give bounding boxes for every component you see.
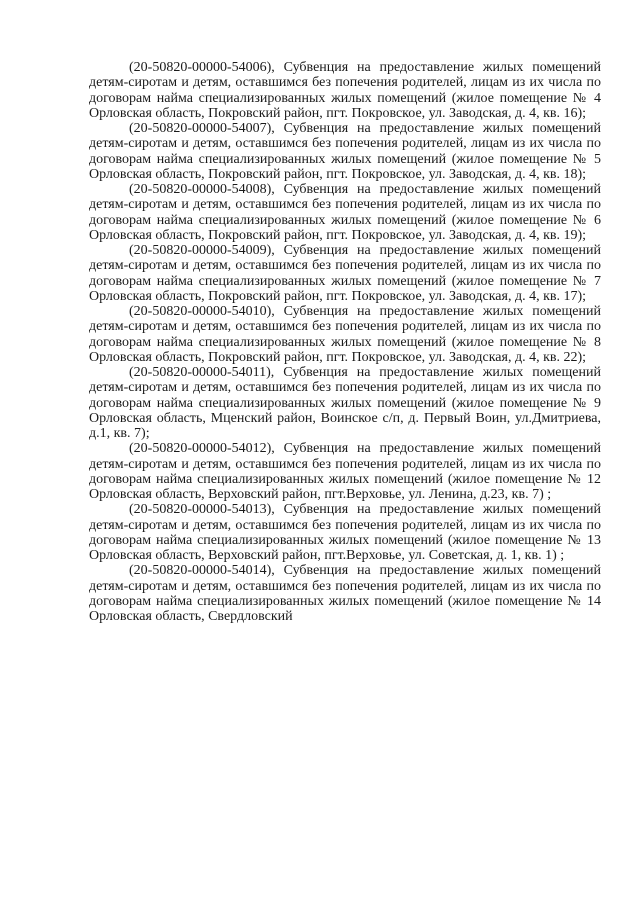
entry-54009: (20-50820-00000-54009), Субвенция на предоставление жилых помещений детям-сиротам и детям, оставшимся без попечения родителей, лицам из их числа по договорам найма специализированных жилых помещений (жилое помещение № 7 Орловская область, Покровский район, пгт. Покровское, ул. Заводская, д. 4, кв. 17); [89, 243, 601, 304]
entry-54010: (20-50820-00000-54010), Субвенция на предоставление жилых помещений детям-сиротам и детям, оставшимся без попечения родителей, лицам из их числа по договорам найма специализированных жилых помещений (жилое помещение № 8 Орловская область, Покровский район, пгт. Покровское, ул. Заводская, д. 4, кв. 22); [89, 304, 601, 365]
entry-54008: (20-50820-00000-54008), Субвенция на предоставление жилых помещений детям-сиротам и детям, оставшимся без попечения родителей, лицам из их числа по договорам найма специализированных жилых помещений (жилое помещение № 6 Орловская область, Покровский район, пгт. Покровское, ул. Заводская, д. 4, кв. 19); [89, 182, 601, 243]
entry-54014: (20-50820-00000-54014), Субвенция на предоставление жилых помещений детям-сиротам и детям, оставшимся без попечения родителей, лицам из их числа по договорам найма специализированных жилых помещений (жилое помещение № 14 Орловская область, Свердловский [89, 563, 601, 624]
document-page [89, 60, 601, 624]
entry-54007: (20-50820-00000-54007), Субвенция на предоставление жилых помещений детям-сиротам и детям, оставшимся без попечения родителей, лицам из их числа по договорам найма специализированных жилых помещений (жилое помещение № 5 Орловская область, Покровский район, пгт. Покровское, ул. Заводская, д. 4, кв. 18); [89, 121, 601, 182]
entry-54011: (20-50820-00000-54011), Субвенция на предоставление жилых помещений детям-сиротам и детям, оставшимся без попечения родителей, лицам из их числа по договорам найма специализированных жилых помещений (жилое помещение № 9 Орловская область, Мценский район, Воинское с/п, д. Первый Воин, ул.Дмитриева, д.1, кв. 7); [89, 365, 601, 441]
entry-54013: (20-50820-00000-54013), Субвенция на предоставление жилых помещений детям-сиротам и детям, оставшимся без попечения родителей, лицам из их числа по договорам найма специализированных жилых помещений (жилое помещение № 13 Орловская область, Верховский район, пгт.Верховье, ул. Советская, д. 1, кв. 1) ; [89, 502, 601, 563]
entry-54012: (20-50820-00000-54012), Субвенция на предоставление жилых помещений детям-сиротам и детям, оставшимся без попечения родителей, лицам из их числа по договорам найма специализированных жилых помещений (жилое помещение № 12 Орловская область, Верховский район, пгт.Верховье, ул. Ленина, д.23, кв. 7) ; [89, 441, 601, 502]
entry-54006: (20-50820-00000-54006), Субвенция на предоставление жилых помещений детям-сиротам и детям, оставшимся без попечения родителей, лицам из их числа по договорам найма специализированных жилых помещений (жилое помещение № 4 Орловская область, Покровский район, пгт. Покровское, ул. Заводская, д. 4, кв. 16); [89, 60, 601, 121]
